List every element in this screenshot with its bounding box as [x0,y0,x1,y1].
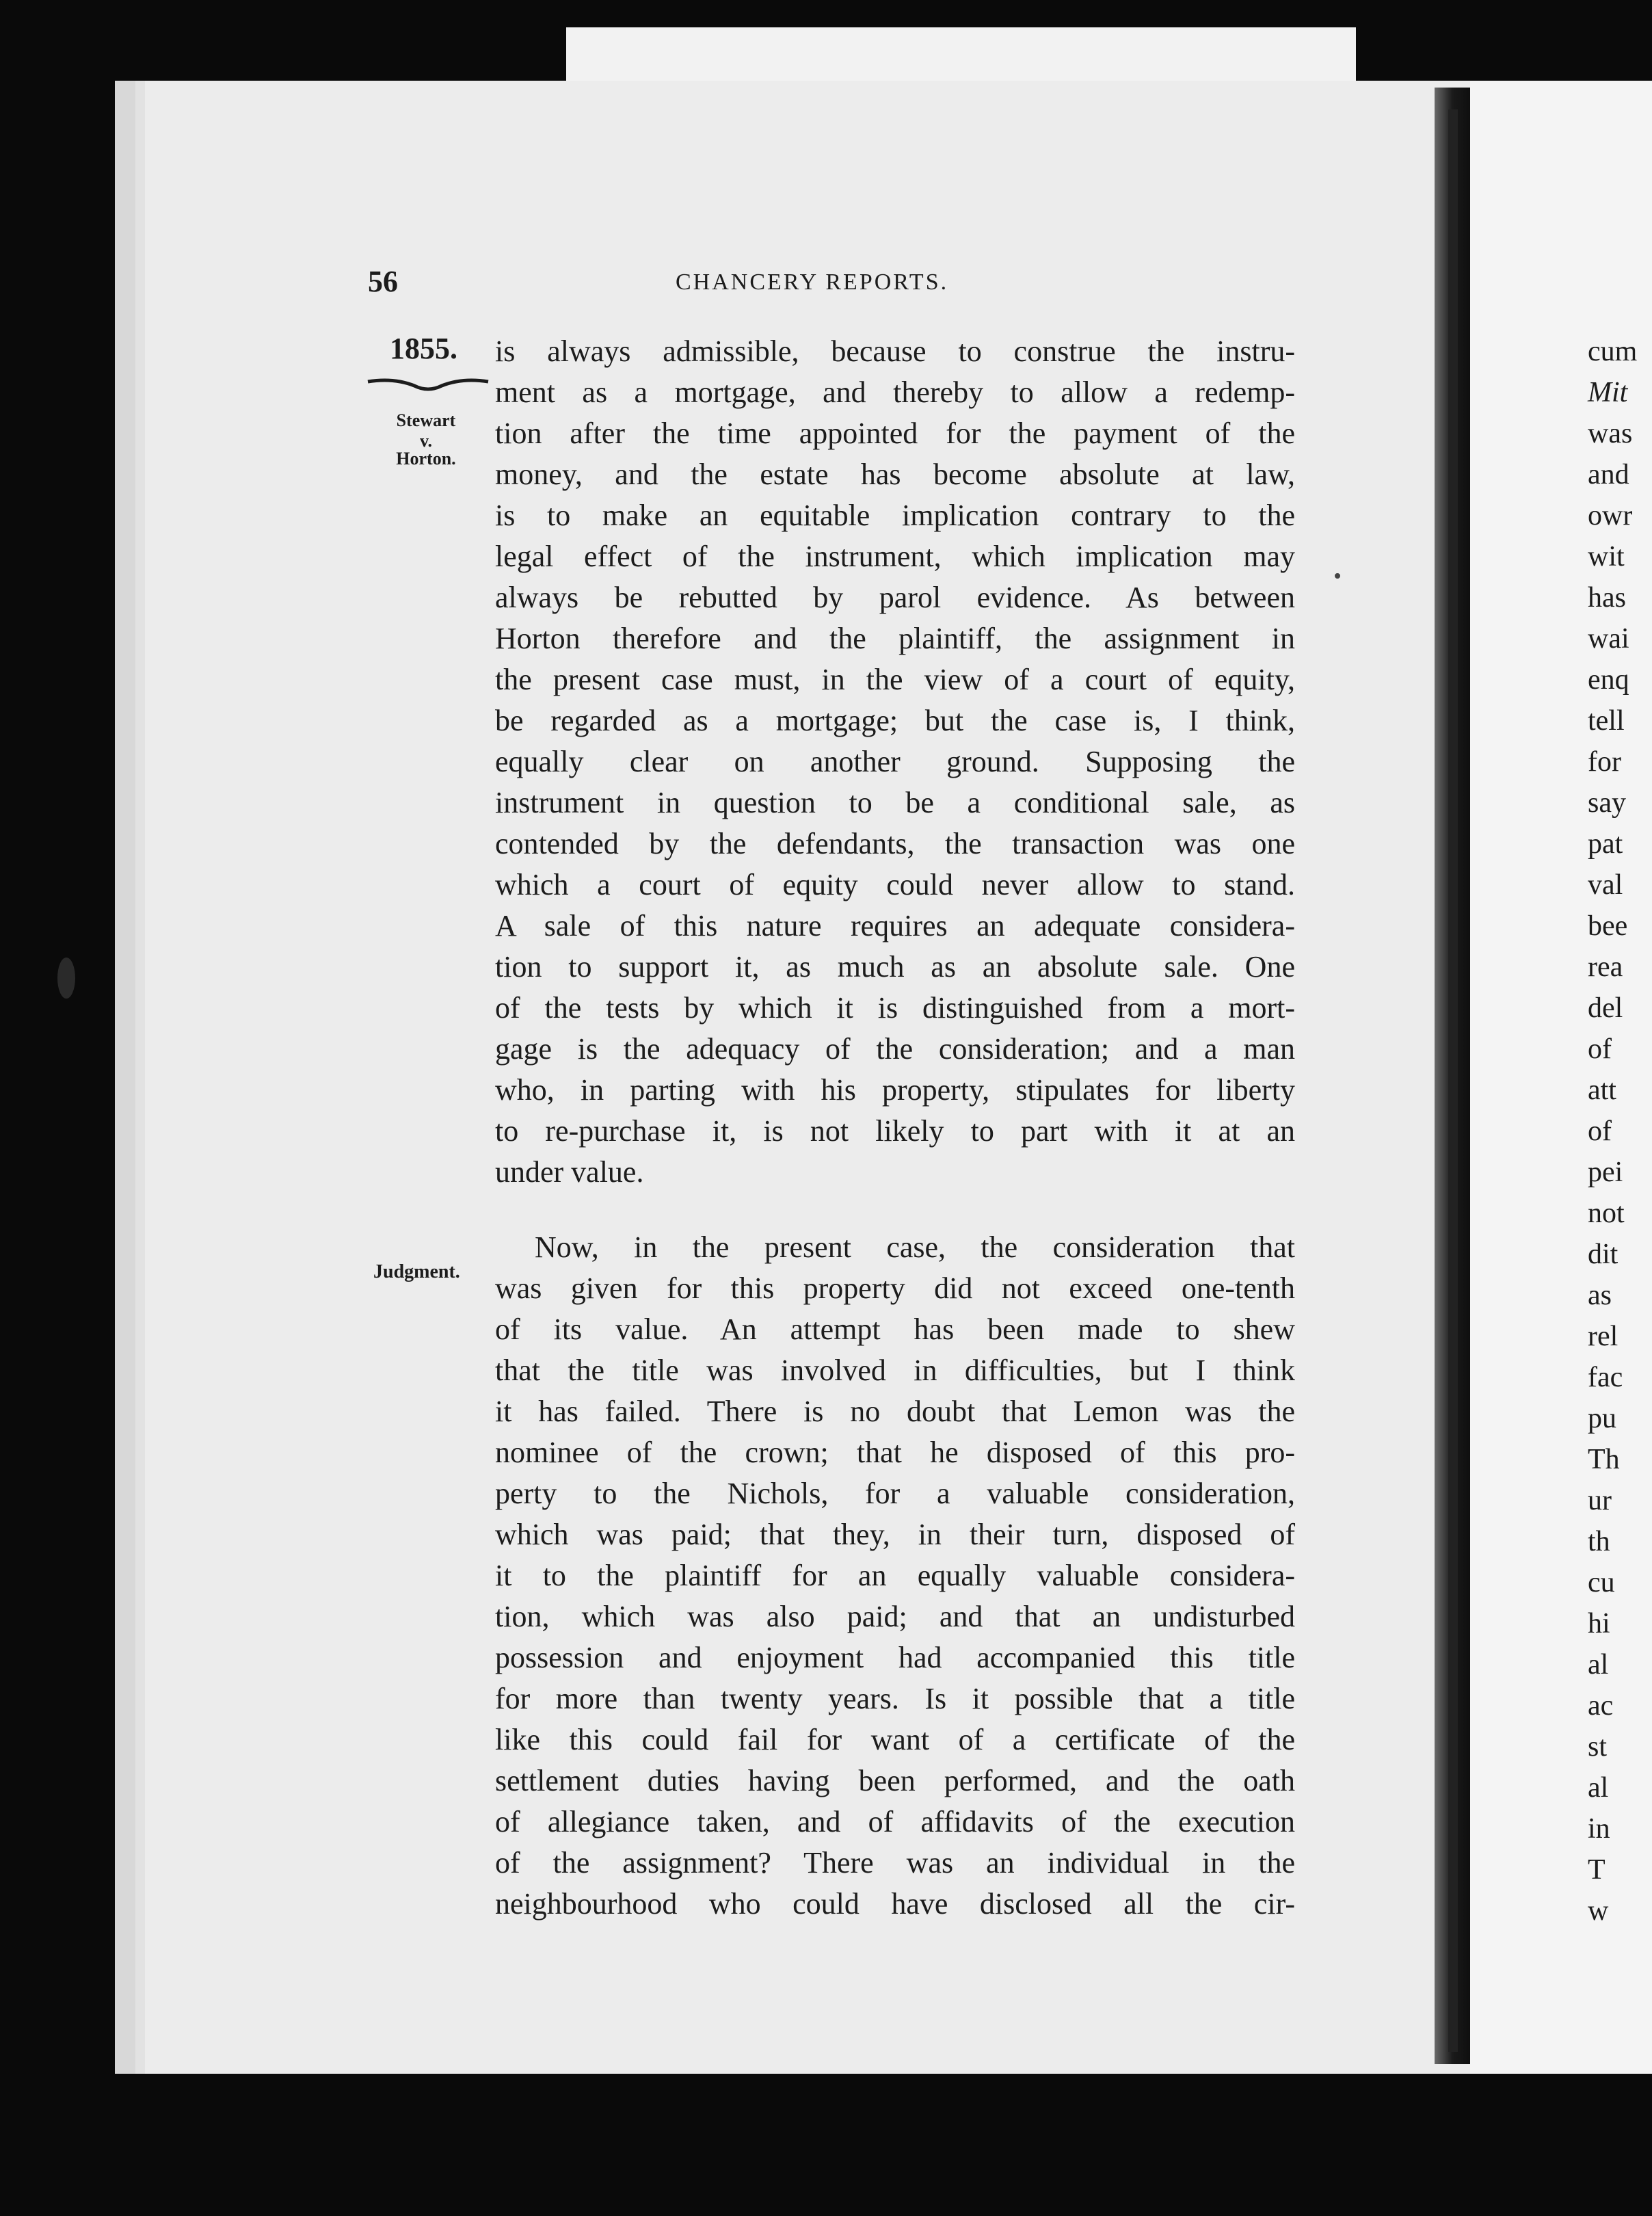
text-line: the present case must, in the view of a court of equity, [495,663,1295,696]
fragment-line: pu [1588,1403,1616,1434]
text-line: gage is the adequacy of the consideration; and a man [495,1032,1295,1066]
text-line: under value. [495,1155,644,1189]
fragment-line: pei [1588,1157,1623,1188]
text-line: is always admissible, because to construe the instru- [495,334,1295,368]
text-line: A sale of this nature requires an adequate considera- [495,909,1295,942]
fragment-line: pat [1588,828,1623,860]
text-line: Now, in the present case, the consideration that [535,1230,1295,1264]
text-line: ment as a mortgage, and thereby to allow a redemp- [495,375,1295,409]
fragment-line: ac [1588,1690,1614,1722]
fragment-line: Th [1588,1444,1620,1475]
text-line: which was paid; that they, in their turn, disposed of [495,1518,1295,1551]
fragment-line: was [1588,418,1633,449]
fragment-line: att [1588,1074,1616,1106]
text-line: it has failed. There is no doubt that Lemon was the [495,1395,1295,1428]
fragment-line: wai [1588,623,1629,655]
fragment-line: cu [1588,1567,1615,1598]
fragment-line: of [1588,1033,1612,1065]
fragment-line: Mit [1588,377,1628,408]
paragraph-2 [495,1227,1295,1925]
text-line: neighbourhood who could have disclosed all the cir- [495,1887,1295,1921]
text-line: tion, which was also paid; and that an undisturbed [495,1600,1295,1633]
text-line: always be rebutted by parol evidence. As between [495,581,1295,614]
fragment-line: al [1588,1772,1609,1804]
fragment-line: not [1588,1198,1625,1229]
fragment-line: val [1588,869,1623,901]
margin-brace [367,376,490,394]
fragment-line: ur [1588,1485,1612,1516]
margin-case-defendant: Horton. [396,449,456,469]
paragraph-1 [495,331,1295,1193]
fragment-line: rel [1588,1321,1618,1352]
page-number: 56 [368,265,398,298]
fragment-line: enq [1588,664,1629,696]
text-line: tion to support it, as much as an absolute sale. One [495,950,1295,984]
text-line: Horton therefore and the plaintiff, the assignment in [495,622,1295,655]
text-line: like this could fail for want of a certificate of the [495,1723,1295,1756]
text-line: was given for this property did not exceed one-tenth [495,1271,1295,1305]
text-line: is to make an equitable implication contrary to the [495,499,1295,532]
fragment-line: al [1588,1649,1609,1680]
text-line: equally clear on another ground. Supposing the [495,745,1295,778]
text-line: of the tests by which it is distinguished from a mort- [495,991,1295,1025]
fragment-line: th [1588,1526,1610,1557]
text-line: tion after the time appointed for the payment of the [495,417,1295,450]
fragment-line: fac [1588,1362,1623,1393]
fragment-line: owr [1588,500,1633,531]
scan-speck [57,958,75,999]
fragment-line: bee [1588,910,1628,942]
fragment-line: as [1588,1280,1612,1311]
right-page-fragments [1588,331,1637,1931]
text-line: legal effect of the instrument, which implication may [495,540,1295,573]
text-line: it to the plaintiff for an equally valuable considera- [495,1559,1295,1592]
text-line: nominee of the crown; that he disposed of this pro- [495,1436,1295,1469]
text-line: that the title was involved in difficulties, but I think [495,1354,1295,1387]
fragment-line: st [1588,1731,1608,1763]
fragment-line: for [1588,746,1621,778]
fragment-line: T [1588,1854,1606,1886]
text-line: who, in parting with his property, stipulates for liberty [495,1073,1295,1107]
fragment-line: rea [1588,951,1623,983]
fragment-line: tell [1588,705,1625,737]
text-line: possession and enjoyment had accompanied this title [495,1641,1295,1674]
fragment-line: w [1588,1895,1609,1927]
margin-case-title: Stewart [396,410,456,430]
text-line: of its value. An attempt has been made to shew [495,1313,1295,1346]
text-line: be regarded as a mortgage; but the case is, I think, [495,704,1295,737]
text-line: perty to the Nichols, for a valuable consideration, [495,1477,1295,1510]
fragment-line: say [1588,787,1626,819]
text-line: which a court of equity could never allow to stand. [495,868,1295,901]
text-line: of allegiance taken, and of affidavits of the execution [495,1805,1295,1838]
fragment-line: del [1588,992,1623,1024]
margin-case-versus: v. [419,431,433,451]
margin-judgment: Judgment. [373,1261,460,1282]
fragment-line: of [1588,1116,1612,1147]
fragment-line: cum [1588,336,1638,367]
text-line: money, and the estate has become absolute at law, [495,458,1295,491]
text-line: instrument in question to be a conditional sale, as [495,786,1295,819]
running-head: CHANCERY REPORTS. [676,269,949,295]
scan-speck [1335,573,1340,579]
text-line: of the assignment? There was an individual in the [495,1846,1295,1879]
fragment-line: hi [1588,1608,1610,1639]
fragment-line: in [1588,1813,1610,1845]
text-line: contended by the defendants, the transaction was one [495,827,1295,860]
fragment-line: dit [1588,1239,1618,1270]
fragment-line: and [1588,459,1629,490]
text-line: settlement duties having been performed, and the oath [495,1764,1295,1797]
text-line: to re-purchase it, is not likely to part with it at an [495,1114,1295,1148]
fragment-line: has [1588,582,1626,614]
text-line: for more than twenty years. Is it possible that a title [495,1682,1295,1715]
margin-year: 1855. [390,332,457,365]
page-divider [1448,109,1458,2052]
fragment-line: wit [1588,541,1625,572]
